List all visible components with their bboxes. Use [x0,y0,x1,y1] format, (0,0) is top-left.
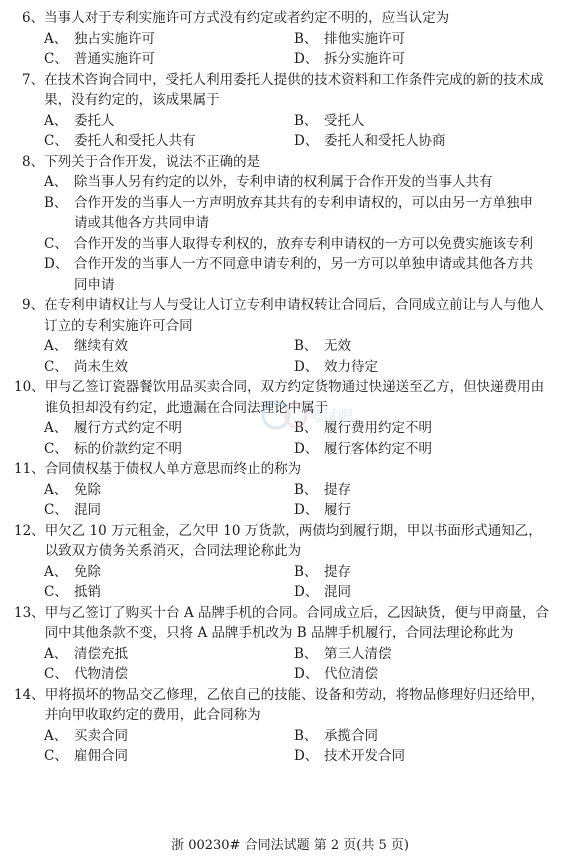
option-text: 抵销 [74,584,101,600]
option-text: 履行方式约定不明 [74,420,182,436]
option-item [44,644,294,665]
question-number: 14、 [14,686,45,703]
option-text: 雇佣合同 [74,748,128,764]
option-item [44,562,294,583]
option-item [44,193,544,234]
options-list [0,562,580,603]
question-block [0,8,580,70]
option-letter: D、 [44,256,69,272]
option-item [44,746,294,767]
option-item [294,562,544,583]
option-text: 普通实施许可 [74,51,155,67]
option-letter: B、 [294,645,318,662]
question-block [0,70,580,152]
question-stem [0,685,580,726]
option-item [294,746,544,767]
option-text: 受托人 [324,112,365,129]
option-item [44,49,294,70]
option-item [44,480,294,501]
option-item [294,439,544,460]
option-item [294,726,544,747]
question-block [0,152,580,296]
question-number: 11、 [14,461,45,477]
option-item [44,500,294,521]
option-text: 混同 [74,502,101,518]
question-text: 甲与乙签订了购买十台 A 品牌手机的合同。合同成立后，乙因缺货，便与甲商量，合同中其他条款不变，只将 A 品牌手机改为 B 品牌手机履行，合同法理论称此为 [44,604,550,641]
option-letter: A、 [44,112,68,129]
option-text: 效力待定 [324,358,378,375]
option-letter: A、 [44,563,68,580]
question-block [0,685,580,767]
option-item [294,111,544,132]
question-number: 13、 [14,604,45,621]
option-letter: C、 [44,748,68,764]
options-list [0,644,580,685]
option-letter: D、 [294,502,319,518]
option-letter: B、 [294,563,318,580]
option-item [294,357,544,378]
option-text: 提存 [324,563,351,580]
option-letter: D、 [294,584,319,600]
option-text: 合作开发的当事人一方声明放弃其共有的专利申请权的，可以由另一方单独申请或其他各方共同申请 [74,194,533,231]
option-item [44,439,294,460]
options-list [0,111,580,152]
option-text: 履行 [324,502,351,518]
option-text: 拆分实施许可 [324,51,405,67]
option-item [44,582,294,603]
option-text: 混同 [324,584,351,600]
watermark-text: 考试吧 [308,407,354,425]
option-text: 技术开发合同 [324,748,405,764]
option-letter: C、 [44,358,68,375]
option-letter: C、 [44,51,68,67]
option-letter: B、 [294,112,318,129]
option-letter: B、 [294,338,318,354]
option-item [294,418,544,439]
option-letter: A、 [44,481,68,498]
question-stem [0,152,580,173]
option-text: 代位清偿 [324,666,378,682]
option-text: 委托人和受托人协商 [324,133,446,149]
question-text: 甲与乙签订瓷器餐饮用品买卖合同，双方约定货物通过快递送至乙方，但快递费用由谁负担却没有约定，此遗漏在合同法理论中属于 [44,379,545,416]
option-text: 委托人 [74,112,115,129]
option-letter: B、 [294,420,318,436]
option-letter: D、 [294,358,319,375]
option-text: 继续有效 [74,338,128,354]
option-letter: B、 [294,30,318,47]
option-letter: A、 [44,30,68,47]
question-stem [0,295,580,336]
option-item [294,582,544,603]
option-item [44,111,294,132]
option-item [294,664,544,685]
option-text: 代物清偿 [74,666,128,682]
option-item [44,418,294,439]
option-text: 合作开发的当事人一方不同意申请专利的，另一方可以单独申请或其他各方共同申请 [74,256,533,293]
option-text: 尚未生效 [74,358,128,375]
question-text: 合同债权基于债权人单方意思而终止的称为 [44,461,302,477]
option-letter: A、 [44,645,68,662]
question-text: 在专利申请权让与人与受让人订立专利申请权转让合同后，合同成立前让与人与他人订立的专利实施许可合同 [44,297,544,334]
option-text: 免除 [74,563,101,580]
option-text: 清偿充抵 [74,645,128,662]
question-number: 6、 [22,10,45,26]
option-letter: A、 [44,420,68,436]
option-letter: C、 [44,440,68,457]
option-letter: A、 [44,174,68,190]
option-item [294,644,544,665]
option-letter: A、 [44,727,68,744]
question-stem [0,603,580,644]
options-list [0,29,580,70]
option-item [294,29,544,50]
question-block [0,459,580,521]
option-letter: B、 [294,481,318,498]
question-stem [0,521,580,562]
option-text: 买卖合同 [74,727,128,744]
option-item [44,254,544,295]
option-letter: D、 [294,666,319,682]
option-letter: D、 [294,133,319,149]
question-block [0,521,580,603]
question-block [0,377,580,459]
option-text: 无效 [324,338,351,354]
option-letter: A、 [44,338,68,354]
option-item [294,500,544,521]
question-text: 当事人对于专利实施许可方式没有约定或者约定不明的，应当认定为 [44,10,450,26]
question-number: 7、 [22,71,45,88]
question-text: 甲将损坏的物品交乙修理，乙依自己的技能、设备和劳动，将物品修理好归还给甲，并向甲收取约定的费用，此合同称为 [44,686,545,723]
option-text: 免除 [74,481,101,498]
option-item [294,480,544,501]
option-letter: C、 [44,666,68,682]
question-text: 甲欠乙 10 万元租金，乙欠甲 10 万货款，两债均到履行期，甲以书面形式通知乙，以致双方债务关系消灭，合同法理论称此为 [44,522,542,559]
option-item [294,131,544,152]
option-item [44,336,294,357]
option-item [294,336,544,357]
option-text: 排他实施许可 [324,30,405,47]
option-text: 履行客体约定不明 [324,440,432,457]
question-number: 8、 [22,153,45,170]
question-stem [0,377,580,418]
option-item [44,172,544,193]
option-item [44,357,294,378]
option-letter: C、 [44,235,68,252]
option-text: 提存 [324,481,351,498]
question-number: 9、 [22,297,45,313]
question-block [0,295,580,377]
option-text: 承揽合同 [324,727,378,744]
question-text: 在技术咨询合同中，受托人利用委托人提供的技术资料和工作条件完成的新的技术成果，没有约定的，该成果属于 [44,71,544,108]
options-list [0,336,580,377]
option-letter: C、 [44,502,68,518]
option-text: 第三人清偿 [324,645,392,662]
option-item [44,131,294,152]
page-footer: 浙 00230# 合同法试题 第 2 页(共 5 页) [171,838,409,853]
option-item [294,49,544,70]
question-stem [0,459,580,480]
option-item [44,726,294,747]
option-letter: D、 [294,51,319,67]
question-stem [0,8,580,29]
option-text: 委托人和受托人共有 [74,133,196,149]
option-letter: C、 [44,133,68,149]
option-text: 除当事人另有约定的以外，专利申请的权利属于合作开发的当事人共有 [74,174,493,190]
options-list [0,726,580,767]
option-text: 履行费用约定不明 [324,420,432,436]
question-block [0,603,580,685]
options-list [0,172,580,295]
option-letter: B、 [44,194,68,211]
question-number: 10、 [14,379,45,395]
question-text: 下列关于合作开发，说法不正确的是 [44,153,261,170]
option-item [44,29,294,50]
option-text: 合作开发的当事人取得专利权的，放弃专利申请权的一方可以免费实施该专利 [74,235,533,252]
exam-page [0,8,580,767]
option-text: 独占实施许可 [74,30,155,47]
option-letter: C、 [44,584,68,600]
option-text: 标的价款约定不明 [74,440,182,457]
options-list [0,480,580,521]
question-number: 12、 [14,522,45,539]
option-letter: D、 [294,748,319,764]
option-letter: B、 [294,727,318,744]
option-item [44,234,544,255]
options-list [0,418,580,459]
option-letter: D、 [294,440,319,457]
option-item [44,664,294,685]
question-stem [0,70,580,111]
